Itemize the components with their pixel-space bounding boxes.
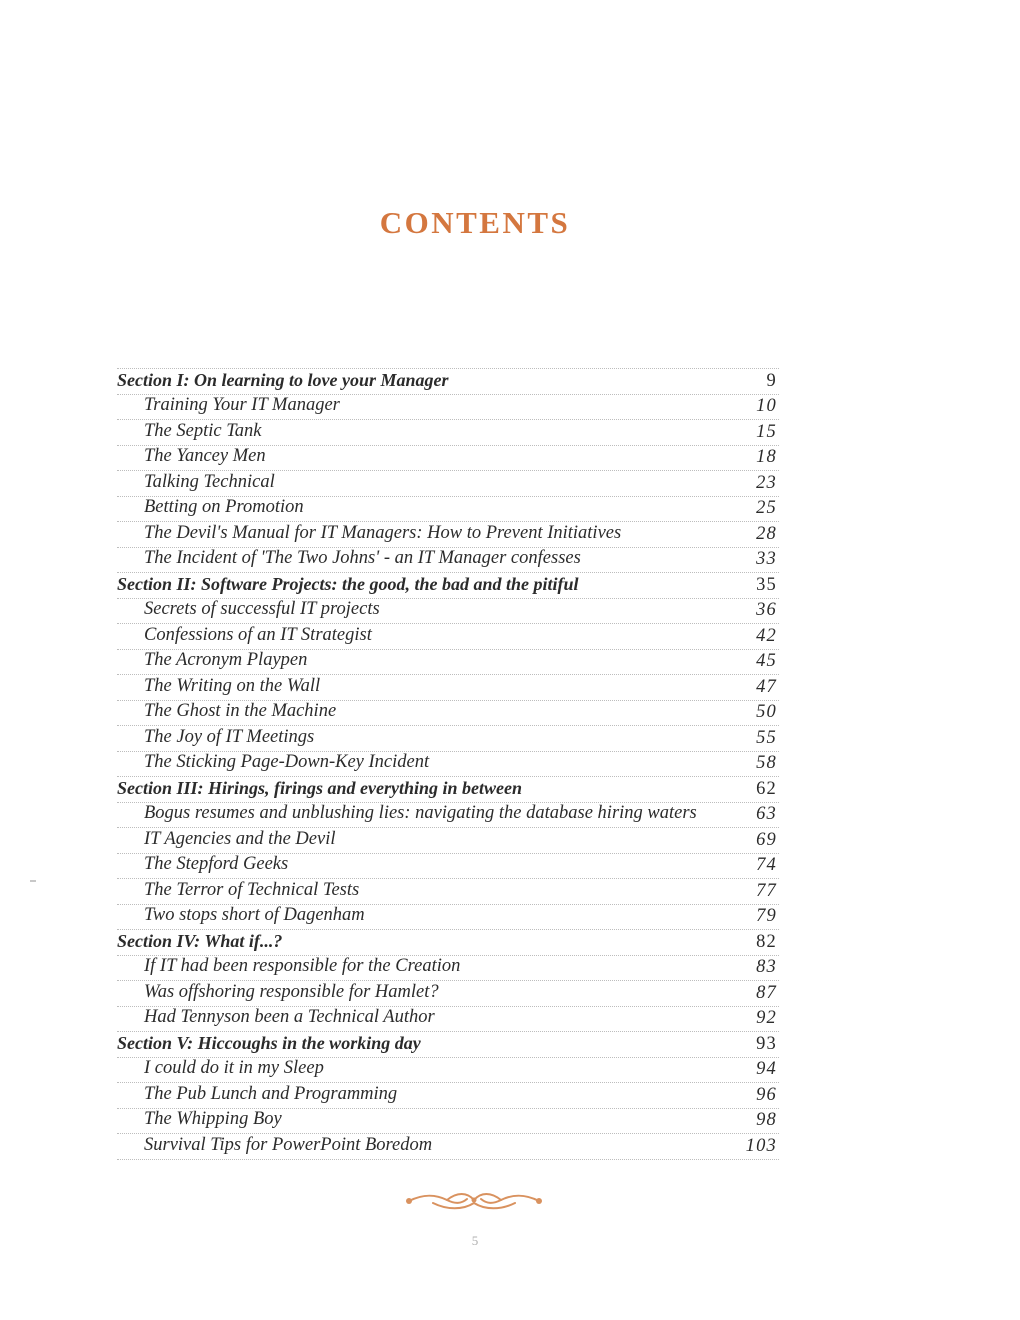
toc-entry-title: The Ghost in the Machine	[144, 701, 337, 721]
toc-entry-title: IT Agencies and the Devil	[144, 828, 336, 849]
toc-section-title: Section III: Hirings, firings and everything in between	[117, 777, 523, 798]
toc-page-number: 96	[756, 1084, 777, 1105]
toc-entry-title: Talking Technical	[144, 471, 275, 492]
toc-page-number: 87	[756, 982, 777, 1003]
toc-entry-title: Betting on Promotion	[144, 497, 304, 517]
toc-entry-row	[117, 828, 779, 854]
toc-entry-title: The Devil's Manual for IT Managers: How to Prevent Initiatives	[144, 522, 622, 543]
toc-entry-title: The Yancey Men	[144, 446, 266, 466]
toc-entry-title: Confessions of an IT Strategist	[144, 624, 372, 645]
toc-page-number: 35	[756, 574, 777, 595]
scan-mark	[30, 880, 36, 882]
toc-entry-row	[117, 726, 779, 752]
toc-page-number: 98	[756, 1110, 777, 1130]
toc-entry-row	[117, 1134, 779, 1160]
toc-page-number: 10	[756, 396, 777, 416]
toc-entry-row	[117, 446, 779, 472]
toc-entry-row	[117, 879, 779, 905]
toc-entry-row	[117, 522, 779, 548]
toc-section-title: Section I: On learning to love your Manager	[117, 369, 449, 390]
toc-entry-row	[117, 1007, 779, 1033]
toc-page-number: 23	[756, 472, 777, 493]
page-title: CONTENTS	[379, 205, 571, 240]
toc-page-number: 74	[756, 855, 777, 875]
toc-entry-title: The Whipping Boy	[144, 1109, 282, 1129]
toc-entry-title: The Terror of Technical Tests	[144, 879, 360, 900]
toc-entry-title: Was offshoring responsible for Hamlet?	[144, 981, 439, 1002]
toc-section-title: Section II: Software Projects: the good, the bad and the pitiful	[117, 573, 579, 594]
toc-page-number: 33	[756, 549, 777, 569]
toc-entry-title: The Pub Lunch and Programming	[144, 1083, 398, 1104]
toc-section-row	[117, 930, 779, 956]
toc-entry-title: Two stops short of Dagenham	[144, 905, 365, 925]
toc-section-row	[117, 777, 779, 803]
toc-entry-title: The Writing on the Wall	[144, 675, 321, 696]
toc-page-number: 103	[745, 1135, 777, 1156]
toc-section-row	[117, 573, 779, 599]
toc-entry-title: The Stepford Geeks	[144, 854, 289, 874]
toc-entry-row	[117, 701, 779, 727]
toc-page-number: 63	[756, 804, 777, 824]
toc-entry-row	[117, 675, 779, 701]
toc-page-number: 36	[756, 600, 777, 620]
ornament-divider-icon	[403, 1190, 545, 1212]
toc-entry-row	[117, 548, 779, 574]
toc-page-number: 50	[756, 702, 777, 722]
toc-entry-row	[117, 752, 779, 778]
toc-page-number: 93	[756, 1033, 777, 1054]
toc-entry-title: The Joy of IT Meetings	[144, 726, 315, 747]
toc-entry-row	[117, 1109, 779, 1135]
toc-page-number: 69	[756, 829, 777, 850]
page-number: 5	[471, 1233, 479, 1248]
toc-page-number: 42	[756, 625, 777, 646]
toc-entry-row	[117, 956, 779, 982]
toc-page-number: 83	[756, 957, 777, 977]
toc-entry-row	[117, 1083, 779, 1109]
toc-entry-title: The Incident of 'The Two Johns' - an IT Manager confesses	[144, 548, 581, 568]
toc-page-number: 15	[756, 421, 777, 442]
toc-section-title: Section IV: What if...?	[117, 930, 283, 951]
toc-section-row	[117, 369, 779, 395]
toc-entry-title: The Sticking Page-Down-Key Incident	[144, 752, 430, 772]
toc-entry-row	[117, 420, 779, 446]
toc-entry-title: Bogus resumes and unblushing lies: navigating the database hiring waters	[144, 803, 697, 823]
toc-page-number: 47	[756, 676, 777, 697]
toc-entry-row	[117, 981, 779, 1007]
toc-page-number: 82	[756, 931, 777, 952]
toc-page-number: 18	[756, 447, 777, 467]
toc-page-number: 62	[756, 778, 777, 799]
toc-entry-title: Secrets of successful IT projects	[144, 599, 380, 619]
toc-entry-title: The Acronym Playpen	[144, 650, 308, 670]
toc-page-number: 79	[756, 906, 777, 926]
toc-entry-row	[117, 471, 779, 497]
toc-entry-row	[117, 497, 779, 523]
toc-page-number: 45	[756, 651, 777, 671]
toc-page-number: 55	[756, 727, 777, 748]
toc-page-number: 77	[756, 880, 777, 901]
toc-page-number: 58	[756, 753, 777, 773]
table-of-contents	[117, 368, 779, 1160]
toc-page-number: 28	[756, 523, 777, 544]
toc-entry-title: Survival Tips for PowerPoint Boredom	[144, 1134, 433, 1155]
toc-entry-title: I could do it in my Sleep	[144, 1058, 324, 1078]
toc-entry-row	[117, 905, 779, 931]
toc-entry-row	[117, 854, 779, 880]
toc-entry-row	[117, 395, 779, 421]
toc-entry-row	[117, 599, 779, 625]
toc-page-number: 92	[756, 1008, 777, 1028]
toc-entry-row	[117, 650, 779, 676]
toc-entry-title: Had Tennyson been a Technical Author	[144, 1007, 435, 1027]
toc-entry-title: If IT had been responsible for the Creation	[144, 956, 461, 976]
toc-entry-row	[117, 803, 779, 829]
toc-entry-title: Training Your IT Manager	[144, 395, 340, 415]
toc-page-number: 9	[766, 370, 777, 391]
toc-section-title: Section V: Hiccoughs in the working day	[117, 1032, 421, 1053]
toc-entry-row	[117, 624, 779, 650]
toc-entry-row	[117, 1058, 779, 1084]
toc-section-row	[117, 1032, 779, 1058]
toc-page-number: 94	[756, 1059, 777, 1079]
toc-entry-title: The Septic Tank	[144, 420, 262, 441]
toc-page-number: 25	[756, 498, 777, 518]
